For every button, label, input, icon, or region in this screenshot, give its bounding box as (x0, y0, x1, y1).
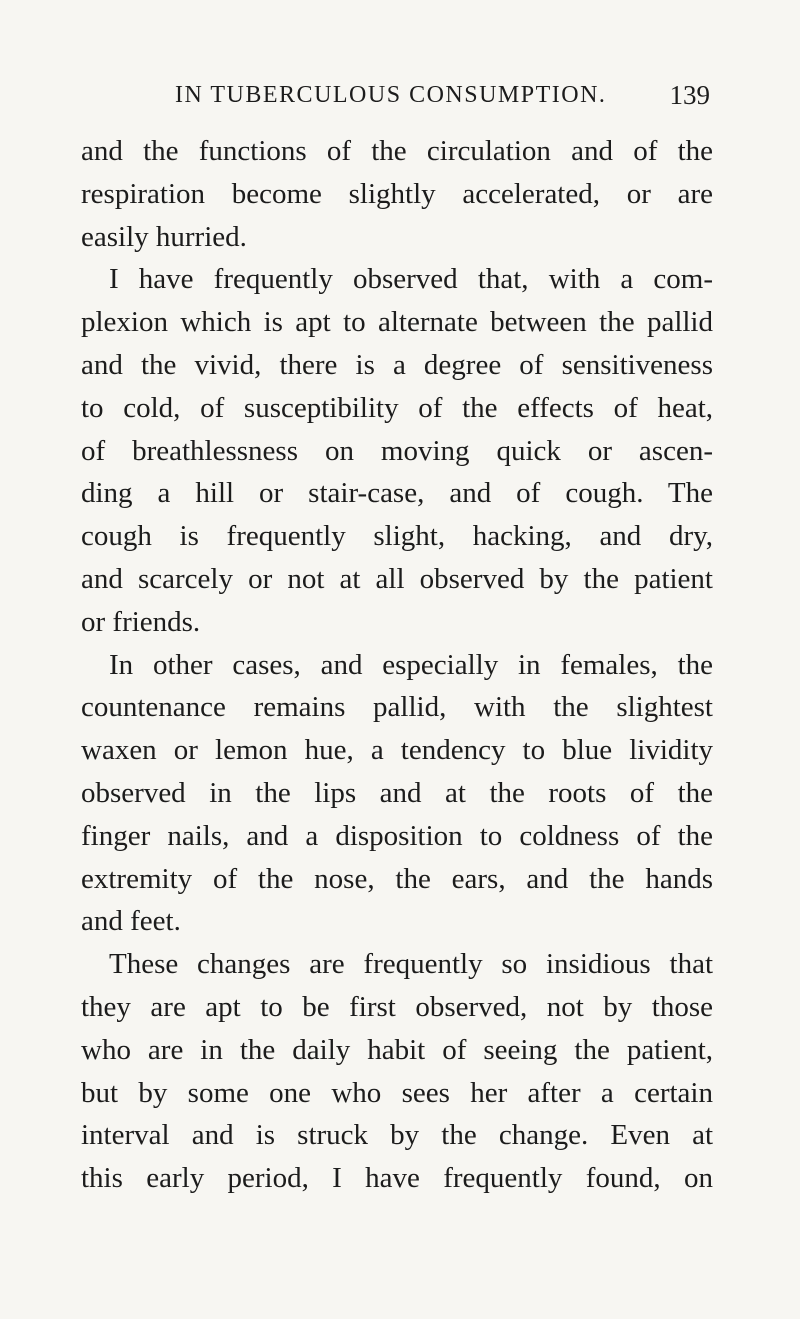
running-title: IN TUBERCULOUS CONSUMPTION. (175, 82, 607, 108)
running-head (175, 78, 710, 112)
paragraph-start-line: In other cases, and especially in females, the (109, 648, 713, 681)
text-line: and scarcely or not at all observed by the patient (81, 562, 713, 595)
page-number: 139 (669, 80, 710, 110)
text-line: ding a hill or stair-case, and of cough. The (81, 477, 713, 510)
paragraph-start-line: I have frequently observed that, with a com- (109, 263, 713, 296)
text-line: easily hurried. (81, 220, 247, 253)
text-line: plexion which is apt to alternate between the pallid (81, 306, 713, 339)
text-line: interval and is struck by the change. Even at (81, 1119, 713, 1152)
text-line: or friends. (81, 605, 201, 638)
text-line: who are in the daily habit of seeing the patient, (81, 1033, 713, 1066)
paragraph-start-line: These changes are frequently so insidious that (109, 948, 713, 981)
text-line: respiration become slightly accelerated, or are (81, 177, 713, 210)
text-line: to cold, of susceptibility of the effects of heat, (81, 391, 713, 424)
text-line: they are apt to be first observed, not by those (81, 990, 713, 1023)
page-body-text (81, 130, 713, 1200)
text-line: finger nails, and a disposition to coldness of the (81, 819, 713, 852)
text-line: this early period, I have frequently found, on (81, 1162, 713, 1195)
text-line: countenance remains pallid, with the slightest (81, 691, 713, 724)
text-line: and the vivid, there is a degree of sensitiveness (81, 348, 713, 381)
text-line: cough is frequently slight, hacking, and dry, (81, 520, 713, 553)
text-line: observed in the lips and at the roots of the (81, 776, 713, 809)
text-line: of breathlessness on moving quick or ascen- (81, 434, 713, 467)
text-line: waxen or lemon hue, a tendency to blue lividity (81, 734, 713, 767)
text-line: but by some one who sees her after a certain (81, 1076, 713, 1109)
text-line: and feet. (81, 905, 181, 938)
text-line: extremity of the nose, the ears, and the hands (81, 862, 713, 895)
text-line: and the functions of the circulation and of the (81, 135, 713, 167)
